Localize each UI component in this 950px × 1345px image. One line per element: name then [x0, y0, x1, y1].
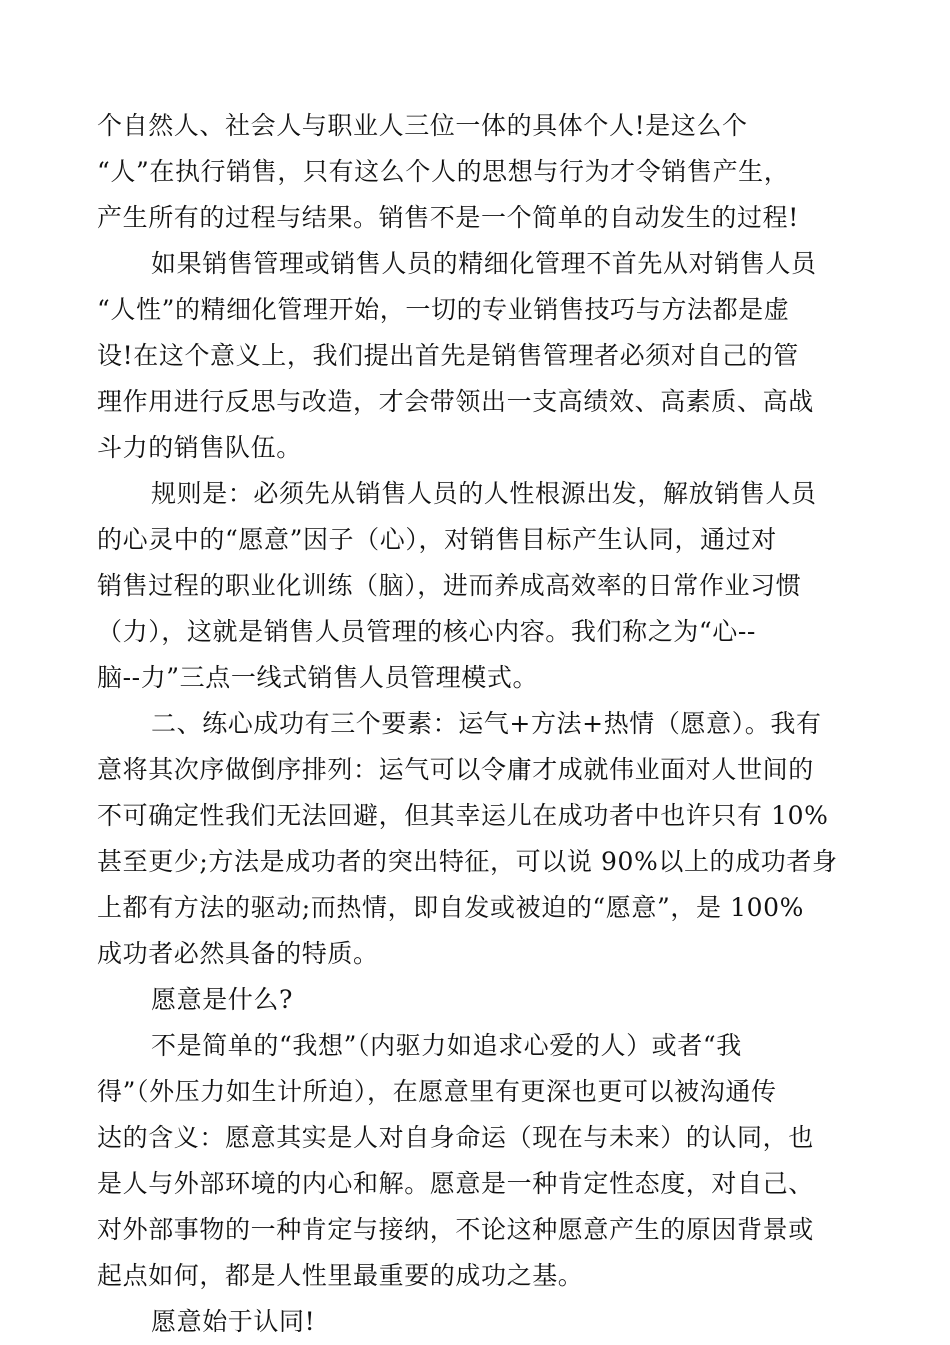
text-line: 达的含义：愿意其实是人对自身命运（现在与未来）的认同，也: [97, 1123, 814, 1152]
paragraph-first-line: 愿意始于认同!: [151, 1307, 316, 1336]
text-line: “人”在执行销售，只有这么个人的思想与行为才令销售产生，: [97, 157, 790, 186]
paragraph-first-line: 如果销售管理或销售人员的精细化管理不首先从对销售人员: [151, 249, 817, 278]
paragraph-first-line: 愿意是什么?: [151, 985, 294, 1014]
text-line: 成功者必然具备的特质。: [97, 939, 379, 968]
text-line: 不可确定性我们无法回避，但其幸运儿在成功者中也许只有 10%: [97, 801, 829, 830]
paragraph-first-line: 二、练心成功有三个要素：运气+方法+热情（愿意）。我有: [151, 709, 822, 738]
text-line: 的心灵中的“愿意”因子（心），对销售目标产生认同，通过对: [97, 525, 777, 554]
text-line: 对外部事物的一种肯定与接纳，不论这种愿意产生的原因背景或: [97, 1215, 814, 1244]
text-line: 产生所有的过程与结果。销售不是一个简单的自动发生的过程!: [97, 203, 799, 232]
text-line: 起点如何，都是人性里最重要的成功之基。: [97, 1261, 584, 1290]
paragraph-first-line: 不是简单的“我想”（内驱力如追求心爱的人）或者“我: [151, 1031, 742, 1060]
text-line: 脑--力”三点一线式销售人员管理模式。: [97, 663, 539, 692]
text-line: 设!在这个意义上，我们提出首先是销售管理者必须对自己的管: [97, 341, 799, 370]
text-line: 甚至更少;方法是成功者的突出特征，可以说 90%以上的成功者身: [97, 847, 838, 876]
text-line: 是人与外部环境的内心和解。愿意是一种肯定性态度，对自己、: [97, 1169, 814, 1198]
document-body: [97, 103, 857, 1345]
text-line: 销售过程的职业化训练（脑），进而养成高效率的日常作业习惯: [97, 571, 802, 600]
text-line: 个自然人、社会人与职业人三位一体的具体个人!是这么个: [97, 111, 748, 140]
text-line: （力），这就是销售人员管理的核心内容。我们称之为“心--: [97, 617, 756, 646]
paragraph-first-line: 规则是：必须先从销售人员的人性根源出发，解放销售人员: [151, 479, 817, 508]
text-line: 得”（外压力如生计所迫），在愿意里有更深也更可以被沟通传: [97, 1077, 777, 1106]
text-line: 意将其次序做倒序排列：运气可以令庸才成就伟业面对人世间的: [97, 755, 814, 784]
text-line: “人性”的精细化管理开始，一切的专业销售技巧与方法都是虚: [97, 295, 790, 324]
text-line: 上都有方法的驱动;而热情，即自发或被迫的“愿意”，是 100%: [97, 893, 805, 922]
text-line: 斗力的销售队伍。: [97, 433, 302, 462]
text-line: 理作用进行反思与改造，才会带领出一支高绩效、高素质、高战: [97, 387, 814, 416]
